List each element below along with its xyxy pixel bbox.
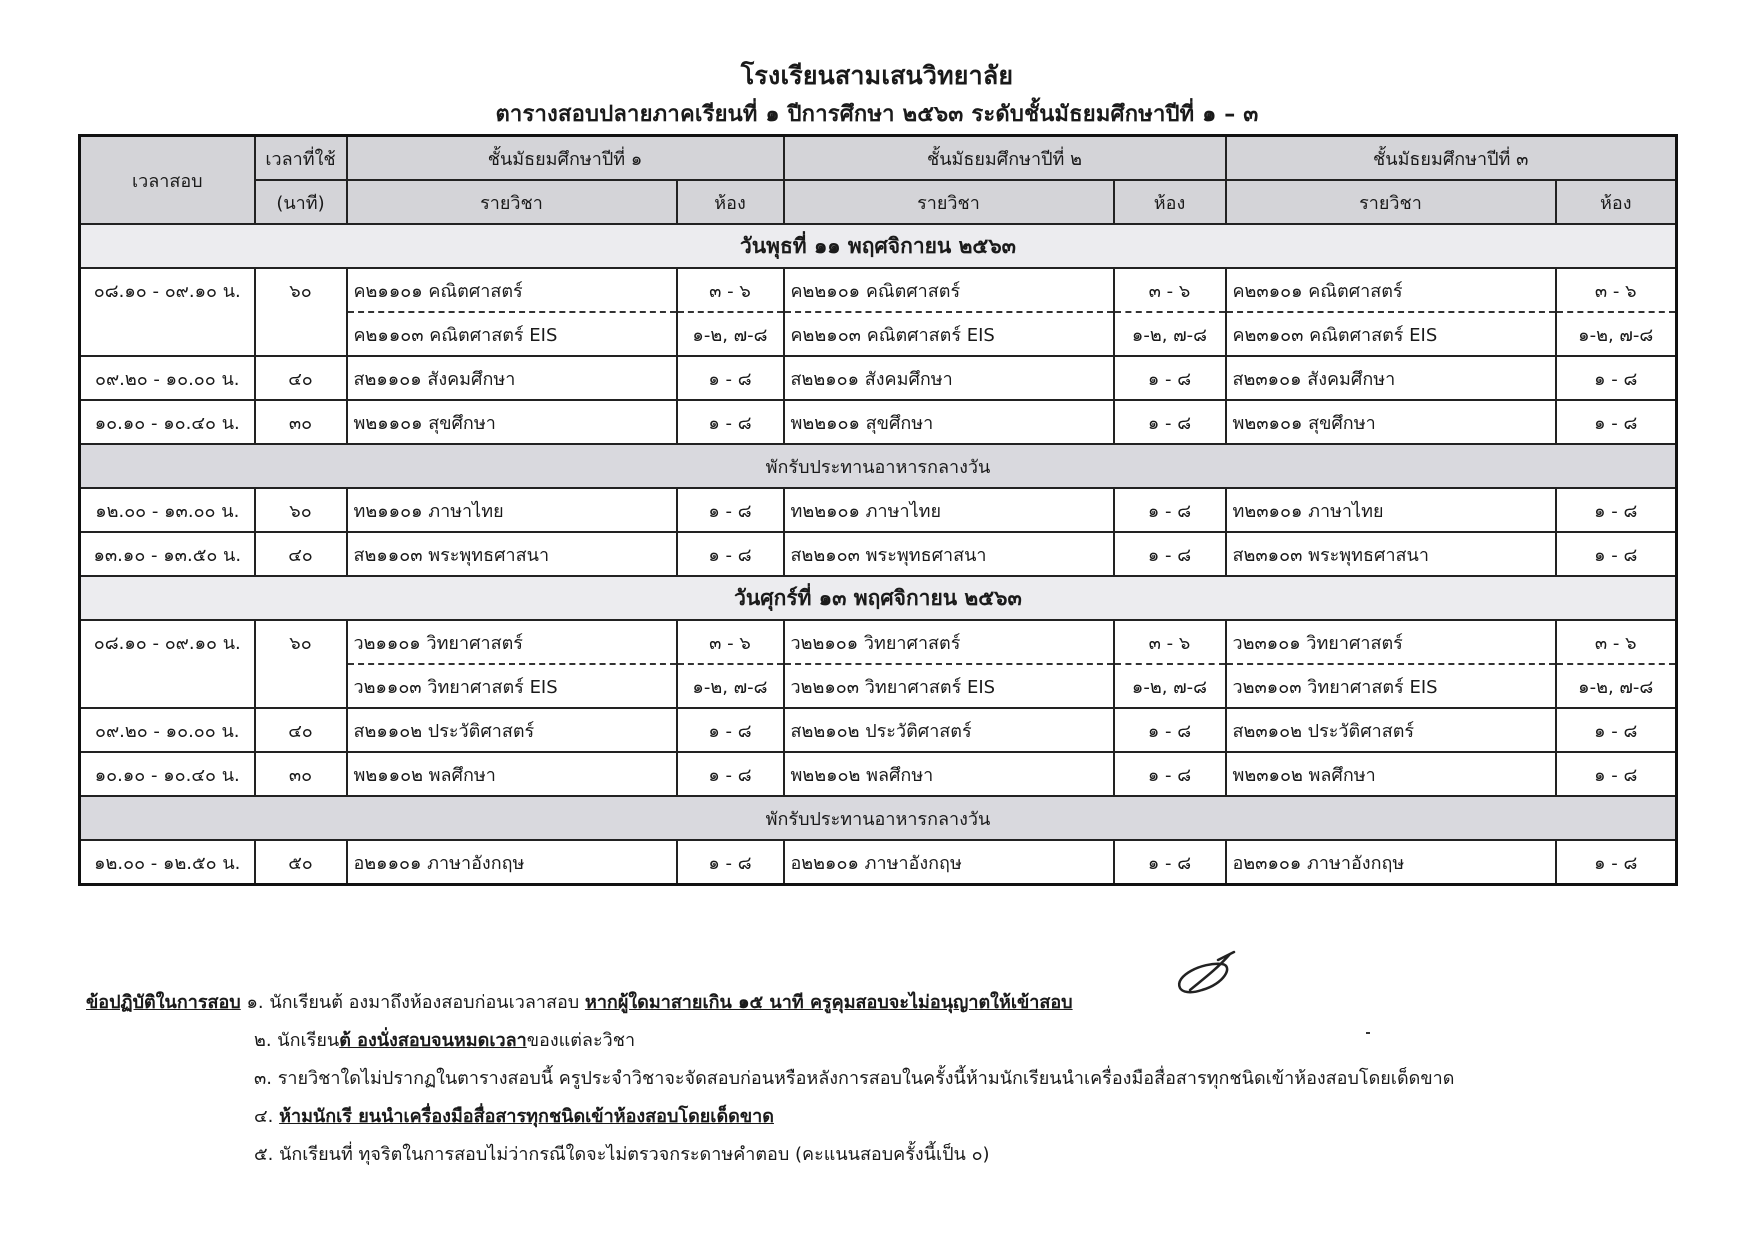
exam-minutes: ๔๐ bbox=[255, 532, 347, 576]
room-g3: ๑ - ๘ bbox=[1556, 708, 1677, 752]
table-row bbox=[80, 664, 1677, 708]
rules-heading: ข้อปฏิบัติในการสอบ bbox=[86, 992, 241, 1013]
col-grade-2: ชั้นมัธยมศึกษาปีที่ ๒ bbox=[784, 136, 1226, 181]
subject-g1: ส๒๑๑๐๑ สังคมศึกษา bbox=[347, 356, 677, 400]
room-g3: ๑ - ๘ bbox=[1556, 752, 1677, 796]
subject-g2: ท๒๒๑๐๑ ภาษาไทย bbox=[784, 488, 1114, 532]
exam-time: ๑๐.๑๐ - ๑๐.๔๐ น. bbox=[80, 752, 255, 796]
exam-minutes: ๓๐ bbox=[255, 752, 347, 796]
rule-2-text-c: ของแต่ละวิชา bbox=[526, 1030, 636, 1051]
room-g2: ๑ - ๘ bbox=[1114, 840, 1226, 885]
table-row bbox=[80, 532, 1677, 576]
rule-2-emphasis: ต้ องนั่งสอบจนหมดเวลา bbox=[339, 1030, 527, 1051]
subject-g1: ส๒๑๑๐๓ พระพุทธศาสนา bbox=[347, 532, 677, 576]
room-g2: ๓ - ๖ bbox=[1114, 268, 1226, 312]
subject-g3-eis: ว๒๓๑๐๓ วิทยาศาสตร์ EIS bbox=[1226, 664, 1556, 708]
rule-4-emphasis: ห้ามนักเรี ยนนำเครื่องมือสื่อสารทุกชนิดเข้าห้องสอบโดยเด็ดขาด bbox=[279, 1106, 774, 1127]
day-header: วันพุธที่ ๑๑ พฤศจิกายน ๒๕๖๓ bbox=[80, 224, 1677, 268]
room-g1-eis: ๑-๒, ๗-๘ bbox=[677, 664, 784, 708]
exam-minutes: ๖๐ bbox=[255, 620, 347, 664]
subject-g3: ท๒๓๑๐๑ ภาษาไทย bbox=[1226, 488, 1556, 532]
room-g3: ๑ - ๘ bbox=[1556, 840, 1677, 885]
rule-4 bbox=[86, 1098, 1454, 1136]
room-g2: ๓ - ๖ bbox=[1114, 620, 1226, 664]
subject-g2-eis: ว๒๒๑๐๓ วิทยาศาสตร์ EIS bbox=[784, 664, 1114, 708]
col-subject-g1: รายวิชา bbox=[347, 180, 677, 224]
room-g2-eis: ๑-๒, ๗-๘ bbox=[1114, 312, 1226, 356]
subject-g1: ส๒๑๑๐๒ ประวัติศาสตร์ bbox=[347, 708, 677, 752]
table-row bbox=[80, 312, 1677, 356]
room-g3-eis: ๑-๒, ๗-๘ bbox=[1556, 664, 1677, 708]
room-g1: ๑ - ๘ bbox=[677, 752, 784, 796]
col-grade-1: ชั้นมัธยมศึกษาปีที่ ๑ bbox=[347, 136, 784, 181]
exam-minutes: ๖๐ bbox=[255, 268, 347, 312]
subject-g3: ส๒๓๑๐๑ สังคมศึกษา bbox=[1226, 356, 1556, 400]
col-grade-3: ชั้นมัธยมศึกษาปีที่ ๓ bbox=[1226, 136, 1677, 181]
subject-g3: ส๒๓๑๐๓ พระพุทธศาสนา bbox=[1226, 532, 1556, 576]
subject-g3: ส๒๓๑๐๒ ประวัติศาสตร์ bbox=[1226, 708, 1556, 752]
room-g1: ๑ - ๘ bbox=[677, 356, 784, 400]
exam-schedule-table bbox=[78, 134, 1678, 886]
room-g1: ๑ - ๘ bbox=[677, 400, 784, 444]
room-g2: ๑ - ๘ bbox=[1114, 532, 1226, 576]
col-room-g1: ห้อง bbox=[677, 180, 784, 224]
exam-time: ๑๐.๑๐ - ๑๐.๔๐ น. bbox=[80, 400, 255, 444]
room-g3: ๑ - ๘ bbox=[1556, 532, 1677, 576]
rule-2 bbox=[86, 1022, 1454, 1060]
exam-time-empty bbox=[80, 664, 255, 708]
col-room-g2: ห้อง bbox=[1114, 180, 1226, 224]
subject-g3: อ๒๓๑๐๑ ภาษาอังกฤษ bbox=[1226, 840, 1556, 885]
subject-g2: พ๒๒๑๐๒ พลศึกษา bbox=[784, 752, 1114, 796]
room-g1: ๓ - ๖ bbox=[677, 268, 784, 312]
exam-time: ๑๒.๐๐ - ๑๒.๕๐ น. bbox=[80, 840, 255, 885]
table-row bbox=[80, 400, 1677, 444]
room-g2-eis: ๑-๒, ๗-๘ bbox=[1114, 664, 1226, 708]
subject-g1: ท๒๑๑๐๑ ภาษาไทย bbox=[347, 488, 677, 532]
exam-minutes: ๓๐ bbox=[255, 400, 347, 444]
room-g2: ๑ - ๘ bbox=[1114, 400, 1226, 444]
subject-g2: ส๒๒๑๐๑ สังคมศึกษา bbox=[784, 356, 1114, 400]
table-row bbox=[80, 268, 1677, 312]
subject-g1: อ๒๑๑๐๑ ภาษาอังกฤษ bbox=[347, 840, 677, 885]
subject-g1-eis: ว๒๑๑๐๓ วิทยาศาสตร์ EIS bbox=[347, 664, 677, 708]
room-g1: ๑ - ๘ bbox=[677, 708, 784, 752]
exam-time: ๑๒.๐๐ - ๑๓.๐๐ น. bbox=[80, 488, 255, 532]
rule-2-text-a: ๒. นักเรียน bbox=[254, 1030, 340, 1051]
room-g3: ๓ - ๖ bbox=[1556, 268, 1677, 312]
exam-rules bbox=[86, 984, 1454, 1174]
rule-1-emphasis: หากผู้ใดมาสายเกิน ๑๕ นาที ครูคุมสอบจะไม่อนุญาตให้เข้าสอบ bbox=[584, 992, 1073, 1013]
subject-g1: ว๒๑๑๐๑ วิทยาศาสตร์ bbox=[347, 620, 677, 664]
day-header: วันศุกร์ที่ ๑๓ พฤศจิกายน ๒๕๖๓ bbox=[80, 576, 1677, 620]
room-g3: ๑ - ๘ bbox=[1556, 400, 1677, 444]
col-subject-g3: รายวิชา bbox=[1226, 180, 1556, 224]
exam-time: ๑๓.๑๐ - ๑๓.๕๐ น. bbox=[80, 532, 255, 576]
subject-g1: พ๒๑๑๐๑ สุขศึกษา bbox=[347, 400, 677, 444]
exam-minutes-empty bbox=[255, 312, 347, 356]
col-exam-time: เวลาสอบ bbox=[80, 136, 255, 225]
col-room-g3: ห้อง bbox=[1556, 180, 1677, 224]
subject-g2: ส๒๒๑๐๓ พระพุทธศาสนา bbox=[784, 532, 1114, 576]
exam-time: ๐๙.๒๐ - ๑๐.๐๐ น. bbox=[80, 356, 255, 400]
table-row bbox=[80, 840, 1677, 885]
exam-time: ๐๘.๑๐ - ๐๙.๑๐ น. bbox=[80, 268, 255, 312]
room-g2: ๑ - ๘ bbox=[1114, 488, 1226, 532]
exam-minutes: ๖๐ bbox=[255, 488, 347, 532]
table-row bbox=[80, 488, 1677, 532]
exam-time-empty bbox=[80, 312, 255, 356]
col-duration-line1: เวลาที่ใช้ bbox=[255, 136, 347, 181]
exam-minutes: ๔๐ bbox=[255, 356, 347, 400]
rule-3: ๓. รายวิชาใดไม่ปรากฏในตารางสอบนี้ ครูประจำวิชาจะจัดสอบก่อนหรือหลังการสอบในครั้งนี้ห้ามนักเรียนนำเครื่องมือสื่อสารทุกชนิดเข้าห้องสอบโดยเด็ดขาด bbox=[254, 1068, 1455, 1089]
exam-minutes: ๕๐ bbox=[255, 840, 347, 885]
room-g1: ๑ - ๘ bbox=[677, 488, 784, 532]
subject-g2: ค๒๒๑๐๑ คณิตศาสตร์ bbox=[784, 268, 1114, 312]
subject-g2-eis: ค๒๒๑๐๓ คณิตศาสตร์ EIS bbox=[784, 312, 1114, 356]
col-duration-line2: (นาที) bbox=[255, 180, 347, 224]
rule-1-text: ๑. นักเรียนต้ องมาถึงห้องสอบก่อนเวลาสอบ bbox=[246, 992, 580, 1013]
room-g2: ๑ - ๘ bbox=[1114, 708, 1226, 752]
subject-g3: ค๒๓๑๐๑ คณิตศาสตร์ bbox=[1226, 268, 1556, 312]
subject-g3: ว๒๓๑๐๑ วิทยาศาสตร์ bbox=[1226, 620, 1556, 664]
subject-g1: พ๒๑๑๐๒ พลศึกษา bbox=[347, 752, 677, 796]
room-g1-eis: ๑-๒, ๗-๘ bbox=[677, 312, 784, 356]
room-g1: ๑ - ๘ bbox=[677, 840, 784, 885]
exam-minutes: ๔๐ bbox=[255, 708, 347, 752]
exam-time: ๐๘.๑๐ - ๐๙.๑๐ น. bbox=[80, 620, 255, 664]
room-g3: ๑ - ๘ bbox=[1556, 488, 1677, 532]
rule-1 bbox=[86, 984, 1454, 1022]
exam-time: ๐๙.๒๐ - ๑๐.๐๐ น. bbox=[80, 708, 255, 752]
room-g1: ๑ - ๘ bbox=[677, 532, 784, 576]
subject-g2: ส๒๒๑๐๒ ประวัติศาสตร์ bbox=[784, 708, 1114, 752]
room-g2: ๑ - ๘ bbox=[1114, 752, 1226, 796]
room-g1: ๓ - ๖ bbox=[677, 620, 784, 664]
exam-minutes-empty bbox=[255, 664, 347, 708]
lunch-break: พักรับประทานอาหารกลางวัน bbox=[80, 444, 1677, 488]
rule-4-number: ๔. bbox=[254, 1106, 274, 1127]
table-row bbox=[80, 752, 1677, 796]
table-row bbox=[80, 708, 1677, 752]
subject-g3: พ๒๓๑๐๒ พลศึกษา bbox=[1226, 752, 1556, 796]
subject-g1: ค๒๑๑๐๑ คณิตศาสตร์ bbox=[347, 268, 677, 312]
subject-g3-eis: ค๒๓๑๐๓ คณิตศาสตร์ EIS bbox=[1226, 312, 1556, 356]
rule-5: ๕. นักเรียนที่ ทุจริตในการสอบไม่ว่ากรณีใดจะไม่ตรวจกระดาษคำตอบ (คะแนนสอบครั้งนี้เป็น ๐) bbox=[254, 1144, 990, 1165]
subject-g2: พ๒๒๑๐๑ สุขศึกษา bbox=[784, 400, 1114, 444]
school-name: โรงเรียนสามเสนวิทยาลัย bbox=[740, 61, 1014, 90]
col-subject-g2: รายวิชา bbox=[784, 180, 1114, 224]
subject-g2: อ๒๒๑๐๑ ภาษาอังกฤษ bbox=[784, 840, 1114, 885]
subject-g2: ว๒๒๑๐๑ วิทยาศาสตร์ bbox=[784, 620, 1114, 664]
room-g3: ๓ - ๖ bbox=[1556, 620, 1677, 664]
table-row bbox=[80, 620, 1677, 664]
room-g3-eis: ๑-๒, ๗-๘ bbox=[1556, 312, 1677, 356]
schedule-title: ตารางสอบปลายภาคเรียนที่ ๑ ปีการศึกษา ๒๕๖๓ ระดับชั้นมัธยมศึกษาปีที่ ๑ – ๓ bbox=[495, 102, 1259, 127]
subject-g1-eis: ค๒๑๑๐๓ คณิตศาสตร์ EIS bbox=[347, 312, 677, 356]
subject-g3: พ๒๓๑๐๑ สุขศึกษา bbox=[1226, 400, 1556, 444]
room-g3: ๑ - ๘ bbox=[1556, 356, 1677, 400]
lunch-break: พักรับประทานอาหารกลางวัน bbox=[80, 796, 1677, 840]
table-row bbox=[80, 356, 1677, 400]
room-g2: ๑ - ๘ bbox=[1114, 356, 1226, 400]
